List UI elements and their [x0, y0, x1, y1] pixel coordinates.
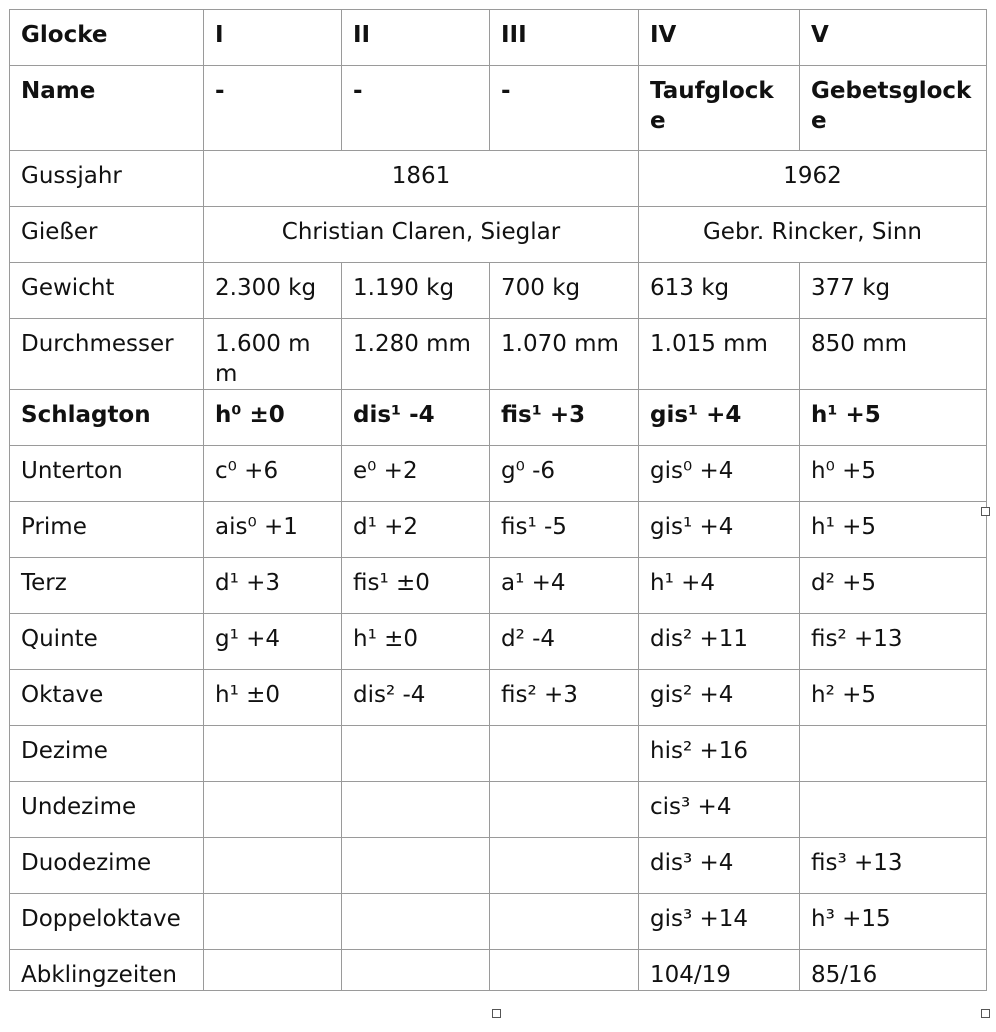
table-cell: 850 mm	[800, 319, 987, 390]
row-label: Name	[10, 66, 204, 151]
name-cell: Gebetsglocke	[800, 66, 987, 151]
table-cell: fis² +13	[800, 614, 987, 670]
table-cell	[342, 726, 490, 782]
table-cell	[800, 782, 987, 838]
row-label: Prime	[10, 502, 204, 558]
table-cell: h³ +15	[800, 894, 987, 950]
row-label: Terz	[10, 558, 204, 614]
row-label: Undezime	[10, 782, 204, 838]
table-row	[10, 319, 987, 390]
table-cell: fis² +3	[490, 670, 639, 726]
table-row	[10, 558, 987, 614]
table-cell	[342, 894, 490, 950]
table-cell	[490, 894, 639, 950]
row-label: Duodezime	[10, 838, 204, 894]
header-glocke: Glocke	[10, 10, 204, 66]
row-label: Oktave	[10, 670, 204, 726]
name-cell: -	[490, 66, 639, 151]
table-cell: d¹ +2	[342, 502, 490, 558]
table-cell: gis² +4	[639, 670, 800, 726]
table-row	[10, 726, 987, 782]
table-cell: d¹ +3	[204, 558, 342, 614]
bell-table	[9, 9, 987, 991]
resize-handle-corner[interactable]	[981, 1009, 990, 1018]
table-cell	[490, 782, 639, 838]
table-cell: h¹ +5	[800, 390, 987, 446]
table-row	[10, 950, 987, 991]
table-cell: h¹ +5	[800, 502, 987, 558]
table-row	[10, 502, 987, 558]
table-row	[10, 446, 987, 502]
row-label: Gewicht	[10, 263, 204, 319]
table-cell	[204, 950, 342, 991]
row-label: Durchmesser	[10, 319, 204, 390]
table-cell: cis³ +4	[639, 782, 800, 838]
table-cell: 85/16	[800, 950, 987, 991]
table-cell: c⁰ +6	[204, 446, 342, 502]
header-bell-5: V	[800, 10, 987, 66]
table-cell: 1.280 mm	[342, 319, 490, 390]
table-cell: 1.015 mm	[639, 319, 800, 390]
table-cell: fis¹ -5	[490, 502, 639, 558]
header-bell-4: IV	[639, 10, 800, 66]
table-row	[10, 894, 987, 950]
table-cell	[204, 838, 342, 894]
table-cell: 613 kg	[639, 263, 800, 319]
name-cell: -	[342, 66, 490, 151]
table-cell	[204, 726, 342, 782]
table-row	[10, 838, 987, 894]
header-bell-1: I	[204, 10, 342, 66]
table-cell	[204, 782, 342, 838]
table-cell: e⁰ +2	[342, 446, 490, 502]
table-cell: g¹ +4	[204, 614, 342, 670]
gussjahr-group-1: 1861	[204, 151, 639, 207]
table-cell: 1.070 mm	[490, 319, 639, 390]
table-cell: 1.190 kg	[342, 263, 490, 319]
table-cell: d² +5	[800, 558, 987, 614]
table-cell: his² +16	[639, 726, 800, 782]
table-cell: fis¹ +3	[490, 390, 639, 446]
row-label: Schlagton	[10, 390, 204, 446]
header-bell-3: III	[490, 10, 639, 66]
table-cell: d² -4	[490, 614, 639, 670]
table-cell: 700 kg	[490, 263, 639, 319]
table-cell	[342, 950, 490, 991]
table-cell: h¹ ±0	[204, 670, 342, 726]
table-cell: 377 kg	[800, 263, 987, 319]
table-cell	[800, 726, 987, 782]
table-row	[10, 263, 987, 319]
header-row	[10, 10, 987, 66]
table-cell	[490, 838, 639, 894]
row-label: Unterton	[10, 446, 204, 502]
name-row	[10, 66, 987, 151]
table-cell	[342, 782, 490, 838]
table-cell: 104/19	[639, 950, 800, 991]
table-cell: h⁰ ±0	[204, 390, 342, 446]
row-label: Gussjahr	[10, 151, 204, 207]
table-cell	[204, 894, 342, 950]
header-bell-2: II	[342, 10, 490, 66]
row-label: Quinte	[10, 614, 204, 670]
resize-handle-bottom[interactable]	[492, 1009, 501, 1018]
table-cell: fis¹ ±0	[342, 558, 490, 614]
row-label: Gießer	[10, 207, 204, 263]
table-row	[10, 782, 987, 838]
table-cell: h¹ ±0	[342, 614, 490, 670]
gussjahr-row	[10, 151, 987, 207]
giesser-group-2: Gebr. Rincker, Sinn	[639, 207, 987, 263]
table-cell: 1.600 mm	[204, 319, 342, 390]
table-cell: dis² -4	[342, 670, 490, 726]
table-cell: dis² +11	[639, 614, 800, 670]
giesser-row	[10, 207, 987, 263]
table-cell: g⁰ -6	[490, 446, 639, 502]
name-cell: Taufglocke	[639, 66, 800, 151]
table-cell: dis³ +4	[639, 838, 800, 894]
table-cell	[342, 838, 490, 894]
table-cell: gis¹ +4	[639, 390, 800, 446]
row-label: Dezime	[10, 726, 204, 782]
table-cell: gis³ +14	[639, 894, 800, 950]
table-cell: fis³ +13	[800, 838, 987, 894]
name-cell: -	[204, 66, 342, 151]
resize-handle-right[interactable]	[981, 507, 990, 516]
table-cell: a¹ +4	[490, 558, 639, 614]
table-cell	[490, 726, 639, 782]
gussjahr-group-2: 1962	[639, 151, 987, 207]
row-label: Doppeloktave	[10, 894, 204, 950]
row-label: Abklingzeiten	[10, 950, 204, 991]
table-cell: h¹ +4	[639, 558, 800, 614]
table-cell: ais⁰ +1	[204, 502, 342, 558]
table-row	[10, 670, 987, 726]
table-cell	[490, 950, 639, 991]
table-cell: 2.300 kg	[204, 263, 342, 319]
giesser-group-1: Christian Claren, Sieglar	[204, 207, 639, 263]
table-cell: dis¹ -4	[342, 390, 490, 446]
table-cell: h⁰ +5	[800, 446, 987, 502]
table-cell: gis⁰ +4	[639, 446, 800, 502]
table-cell: gis¹ +4	[639, 502, 800, 558]
table-cell: h² +5	[800, 670, 987, 726]
table-row	[10, 614, 987, 670]
table-row	[10, 390, 987, 446]
